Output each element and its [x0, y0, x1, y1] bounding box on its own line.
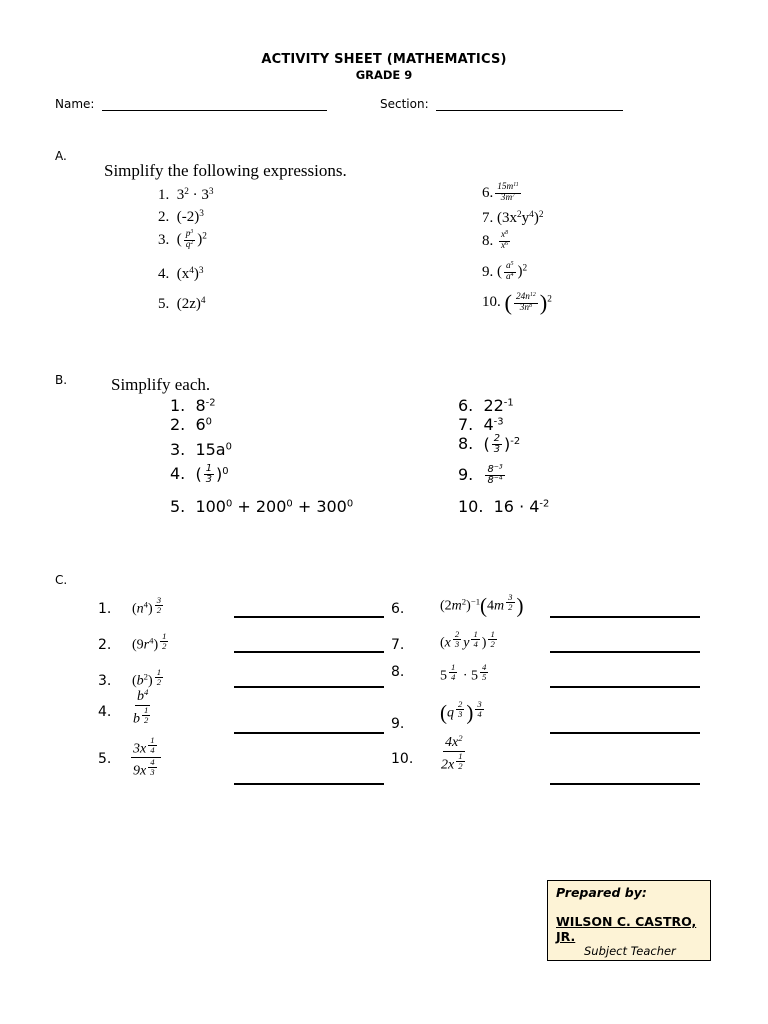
- c-num-5: 5.: [98, 751, 112, 767]
- c-expr-8: 5 $^{\frac{1}{4}}$ · 5 $^{\frac{4}{5}}$: [440, 662, 487, 684]
- c-answer-line-2[interactable]: [234, 651, 384, 653]
- a-item-2: 2. $(-2)^3$: [158, 208, 204, 225]
- b-item-8: 8. ( $\frac{2}{3}$ )$^{-2}$: [458, 433, 521, 456]
- c-num-8: 8.: [391, 664, 405, 680]
- c-num-4: 4.: [98, 704, 112, 720]
- a-item-5: 5. $(2z)^4$: [158, 295, 206, 312]
- c-expr-10: $4x^2$ 2x $^{\frac{1}{2}}$: [441, 733, 463, 773]
- page-title: ACTIVITY SHEET (MATHEMATICS): [261, 52, 507, 67]
- c-expr-5: 3x $^{\frac{1}{4}}$ 9x $^{\frac{4}{3}}$: [129, 736, 163, 779]
- section-label: Section:: [380, 97, 429, 111]
- teacher-role: Subject Teacher: [584, 944, 676, 958]
- b-item-1: 1. $8^{-2}$: [170, 396, 216, 415]
- section-a-instruction: Simplify the following expressions.: [104, 161, 347, 180]
- c-expr-9: (q $^{\frac{2}{3}}$ ) $^{\frac{3}{4}}$: [440, 699, 482, 725]
- name-label: Name:: [55, 97, 95, 111]
- c-expr-6: $(2m^2)^{-1}(4m$ $^{\frac{3}{2}}$ ): [440, 592, 524, 618]
- b-item-10: 10. $16 \cdot 4^{-2}$: [458, 497, 550, 516]
- c-num-2: 2.: [98, 637, 112, 653]
- teacher-name: WILSON C. CASTRO, JR.: [556, 914, 697, 944]
- c-expr-4: $b^4$ b $^{\frac{1}{2}}$: [133, 687, 149, 727]
- c-answer-line-10[interactable]: [550, 783, 700, 785]
- b-item-4: 4. ( $\frac{1}{3}$ )$^0$: [170, 463, 229, 486]
- c-expr-1: $(n^4)$ $^{\frac{3}{2}}$: [132, 595, 162, 617]
- prepared-by-box: [547, 880, 711, 961]
- c-expr-2: $(9r^4)$ $^{\frac{1}{2}}$: [132, 631, 167, 653]
- b-item-2: 2. $6^0$: [170, 415, 212, 434]
- c-answer-line-5[interactable]: [234, 783, 384, 785]
- c-num-10: 10.: [391, 751, 414, 767]
- a-item-8: 8. $\frac{x^8}{x^6}$: [482, 229, 509, 251]
- c-num-9: 9.: [391, 716, 405, 732]
- a-item-3: 3. ( $\frac{p^3}{q^2}$ )$^2$: [158, 228, 207, 250]
- section-field[interactable]: [436, 110, 623, 111]
- prepared-by-label: Prepared by:: [556, 885, 647, 900]
- c-num-3: 3.: [98, 673, 112, 689]
- c-expr-7: (x $^{\frac{2}{3}}$ y $^{\frac{1}{4}}$ ) $^{\frac{1}{2}}$: [440, 629, 495, 651]
- b-item-9: 9. $\frac{8^{-3}}{8^{-4}}$: [458, 463, 503, 487]
- a-item-1: 1. $3^2 \cdot 3^3$: [158, 186, 214, 203]
- c-expr-3: $(b^2)$ $^{\frac{1}{2}}$: [132, 667, 162, 689]
- name-field[interactable]: [102, 110, 327, 111]
- c-answer-line-3[interactable]: [234, 686, 384, 688]
- c-num-7: 7.: [391, 637, 405, 653]
- c-num-6: 6.: [391, 601, 405, 617]
- section-b-instruction: Simplify each.: [111, 375, 211, 394]
- section-a-letter: A.: [55, 149, 67, 163]
- c-answer-line-7[interactable]: [550, 651, 700, 653]
- a-item-9: 9. ( $\frac{a^5}{a^4}$ )$^2$: [482, 260, 528, 282]
- c-answer-line-8[interactable]: [550, 686, 700, 688]
- b-item-6: 6. $22^{-1}$: [458, 396, 514, 415]
- a-item-7: 7. $(3x^2y^4)^2$: [482, 209, 544, 226]
- c-num-1: 1.: [98, 601, 112, 617]
- c-answer-line-9[interactable]: [550, 732, 700, 734]
- c-answer-line-4[interactable]: [234, 732, 384, 734]
- c-answer-line-6[interactable]: [550, 616, 700, 618]
- c-answer-line-1[interactable]: [234, 616, 384, 618]
- a-item-6: 6. $\frac{15m^{11}}{3m^7}$: [482, 181, 519, 203]
- section-b-letter: B.: [55, 373, 68, 387]
- b-item-5: 5. $100^0 + 200^0 + 300^0$: [170, 497, 354, 516]
- a-item-10: 10. ( $\frac{24n^{12}}{3n^8}$ )$^2$: [482, 290, 552, 315]
- section-c-letter: C.: [55, 573, 68, 587]
- grade-level: GRADE 9: [355, 68, 413, 82]
- a-item-4: 4. $(x^4)^3$: [158, 265, 204, 282]
- b-item-3: 3. $15a^0$: [170, 440, 232, 459]
- b-item-7: 7. $4^{-3}$: [458, 415, 504, 434]
